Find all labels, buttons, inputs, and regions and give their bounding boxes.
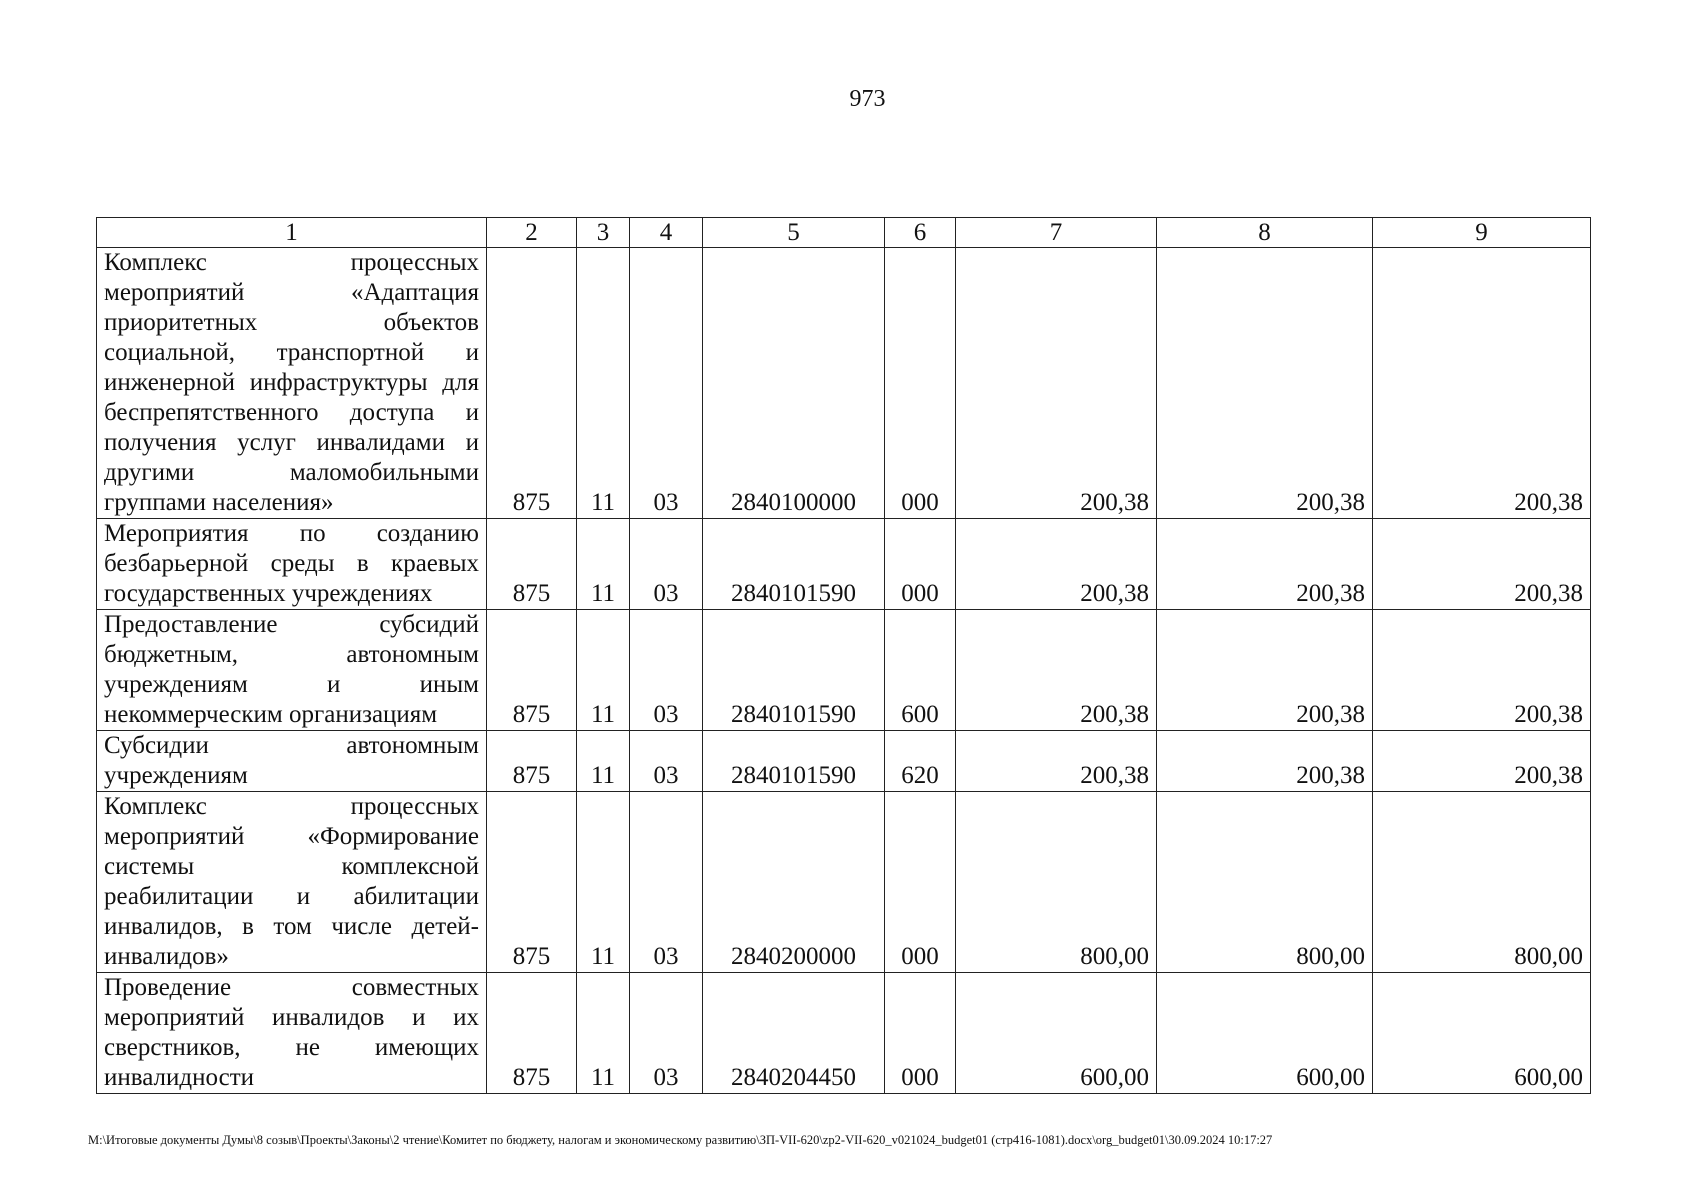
column-header-3: 3 bbox=[577, 218, 630, 248]
cell-col4: 03 bbox=[630, 519, 703, 610]
table-row bbox=[97, 731, 1591, 792]
cell-col6: 620 bbox=[885, 731, 956, 792]
column-header-1: 1 bbox=[97, 218, 487, 248]
cell-col2: 875 bbox=[487, 519, 577, 610]
cell-col6: 000 bbox=[885, 248, 956, 519]
cell-col2: 875 bbox=[487, 610, 577, 731]
row-description: Проведение совместных мероприятий инвалидов и их сверстников, не имеющих инвалидности bbox=[97, 973, 487, 1094]
row-description: Предоставление субсидий бюджетным, автономным учреждениям и иным некоммерческим организациям bbox=[97, 610, 487, 731]
cell-col5: 2840101590 bbox=[703, 610, 885, 731]
cell-col2: 875 bbox=[487, 792, 577, 973]
cell-col7: 800,00 bbox=[956, 792, 1157, 973]
cell-col8: 200,38 bbox=[1157, 610, 1373, 731]
cell-col6: 000 bbox=[885, 792, 956, 973]
cell-col8: 200,38 bbox=[1157, 731, 1373, 792]
row-description: Мероприятия по созданию безбарьерной среды в краевых государственных учреждениях bbox=[97, 519, 487, 610]
table-row bbox=[97, 973, 1591, 1094]
cell-col6: 600 bbox=[885, 610, 956, 731]
cell-col4: 03 bbox=[630, 248, 703, 519]
cell-col7: 200,38 bbox=[956, 731, 1157, 792]
budget-table bbox=[96, 217, 1591, 1094]
cell-col2: 875 bbox=[487, 731, 577, 792]
cell-col8: 200,38 bbox=[1157, 248, 1373, 519]
column-header-2: 2 bbox=[487, 218, 577, 248]
cell-col3: 11 bbox=[577, 792, 630, 973]
cell-col4: 03 bbox=[630, 610, 703, 731]
cell-col7: 200,38 bbox=[956, 610, 1157, 731]
cell-col9: 200,38 bbox=[1373, 731, 1591, 792]
cell-col4: 03 bbox=[630, 973, 703, 1094]
column-header-6: 6 bbox=[885, 218, 956, 248]
cell-col6: 000 bbox=[885, 519, 956, 610]
cell-col7: 600,00 bbox=[956, 973, 1157, 1094]
cell-col9: 200,38 bbox=[1373, 610, 1591, 731]
column-header-7: 7 bbox=[956, 218, 1157, 248]
table-row bbox=[97, 519, 1591, 610]
cell-col9: 800,00 bbox=[1373, 792, 1591, 973]
cell-col9: 200,38 bbox=[1373, 248, 1591, 519]
cell-col9: 600,00 bbox=[1373, 973, 1591, 1094]
row-description: Комплекс процессных мероприятий «Адаптация приоритетных объектов социальной, транспортной и инженерной инфраструктуры для беспрепятственного доступа и получения услуг инвалидами и другими маломобильными группами населения» bbox=[97, 248, 487, 519]
column-header-5: 5 bbox=[703, 218, 885, 248]
cell-col5: 2840100000 bbox=[703, 248, 885, 519]
cell-col3: 11 bbox=[577, 610, 630, 731]
cell-col9: 200,38 bbox=[1373, 519, 1591, 610]
cell-col7: 200,38 bbox=[956, 248, 1157, 519]
table-row bbox=[97, 792, 1591, 973]
cell-col6: 000 bbox=[885, 973, 956, 1094]
cell-col5: 2840101590 bbox=[703, 519, 885, 610]
cell-col7: 200,38 bbox=[956, 519, 1157, 610]
cell-col8: 600,00 bbox=[1157, 973, 1373, 1094]
cell-col5: 2840101590 bbox=[703, 731, 885, 792]
column-header-8: 8 bbox=[1157, 218, 1373, 248]
table-row bbox=[97, 248, 1591, 519]
header-row bbox=[97, 218, 1591, 248]
cell-col5: 2840200000 bbox=[703, 792, 885, 973]
row-description: Комплекс процессных мероприятий «Формирование системы комплексной реабилитации и абилитации инвалидов, в том числе детей-инвалидов» bbox=[97, 792, 487, 973]
cell-col3: 11 bbox=[577, 248, 630, 519]
cell-col3: 11 bbox=[577, 519, 630, 610]
column-header-9: 9 bbox=[1373, 218, 1591, 248]
column-header-4: 4 bbox=[630, 218, 703, 248]
cell-col3: 11 bbox=[577, 973, 630, 1094]
page-number: 973 bbox=[849, 86, 886, 112]
cell-col4: 03 bbox=[630, 792, 703, 973]
cell-col8: 800,00 bbox=[1157, 792, 1373, 973]
row-description: Субсидии автономным учреждениям bbox=[97, 731, 487, 792]
cell-col3: 11 bbox=[577, 731, 630, 792]
cell-col2: 875 bbox=[487, 248, 577, 519]
cell-col5: 2840204450 bbox=[703, 973, 885, 1094]
cell-col4: 03 bbox=[630, 731, 703, 792]
file-path-footer: M:\Итоговые документы Думы\8 созыв\Проекты\Законы\2 чтение\Комитет по бюджету, налогам и экономическому развитию\ЗП-VII-620\zp2-VII-620_v021024_budget01 (стр416-1081).docx\org_budget01\30.09.2024 10:17:27 bbox=[88, 1133, 1273, 1147]
cell-col8: 200,38 bbox=[1157, 519, 1373, 610]
table-row bbox=[97, 610, 1591, 731]
cell-col2: 875 bbox=[487, 973, 577, 1094]
